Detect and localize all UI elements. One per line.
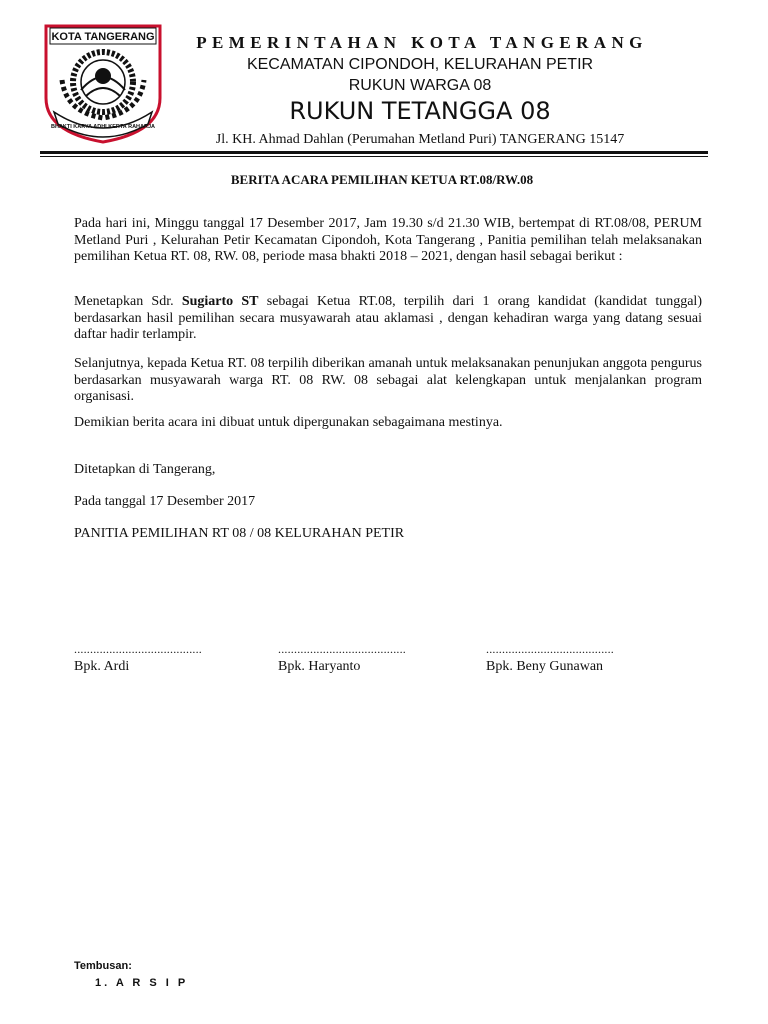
signature-line: ........................................ [278, 642, 406, 656]
signatory-name: Bpk. Beny Gunawan [486, 659, 604, 674]
date-line: Pada tanggal 17 Desember 2017 [74, 494, 256, 509]
signature-block [74, 642, 202, 675]
logo-motto-text: BHAKTI KARYA ADHI KERTA RAHARJA [51, 124, 155, 130]
elected-name: Sugiarto ST [181, 294, 259, 309]
paragraph-closing: Demikian berita acara ini dibuat untuk dipergunakan sebagaimana mestinya. [74, 415, 503, 430]
signature-block [486, 642, 614, 675]
paragraph-mandate: Selanjutnya, kepada Ketua RT. 08 terpilih diberikan amanah untuk melaksanakan penunjukan anggota pengurus berdasarkan musyawarah warga RT. 08 RW. 08 sebagai alat kelengkapan untuk menjalankan program organisasi. [74, 356, 702, 404]
signature-line: ........................................ [74, 642, 202, 656]
paragraph-opening: Pada hari ini, Minggu tanggal 17 Desember 2017, Jam 19.30 s/d 21.30 WIB, bertempat di RT.08/08, PERUM Metland Puri , Kelurahan Petir Kecamatan Cipondoh, Kota Tangerang , Panitia pemilihan telah melaksanakan pemilihan Ketua RT. 08, RW. 08, periode masa bhakti 2018 – 2021, dengan hasil sebagai berikut : [74, 216, 702, 264]
signature-line: ........................................ [486, 642, 614, 656]
letterhead-divider-thin [40, 156, 708, 157]
government-heading: PEMERINTAHAN KOTA TANGERANG [196, 33, 648, 52]
carbon-copy-item: 1. A R S I P [95, 977, 189, 989]
district-heading: KECAMATAN CIPONDOH, KELURAHAN PETIR [246, 56, 594, 73]
city-emblem-logo [40, 20, 166, 146]
committee-line: PANITIA PEMILIHAN RT 08 / 08 KELURAHAN PETIR [74, 526, 405, 541]
decision-suffix: sebagai Ketua RT.08, terpilih dari 1 orang kandidat (kandidat tunggal) berdasarkan hasil pemilihan secara musyawarah atau aklamasi , dengan kehadiran warga yang datang sesuai daftar hadir terlampir. [74, 294, 702, 342]
decision-prefix: Menetapkan Sdr. [74, 294, 182, 309]
letterhead-divider-thick [40, 151, 708, 154]
rt-heading: RUKUN TETANGGA 08 [289, 97, 551, 125]
logo-banner-text: KOTA TANGERANG [51, 31, 155, 43]
signatory-name: Bpk. Haryanto [278, 659, 361, 674]
place-line: Ditetapkan di Tangerang, [74, 462, 216, 477]
rw-heading: RUKUN WARGA 08 [348, 77, 492, 94]
signature-block [278, 642, 406, 675]
address-line: Jl. KH. Ahmad Dahlan (Perumahan Metland Puri) TANGERANG 15147 [215, 132, 625, 147]
paragraph-decision [74, 294, 702, 344]
document-title: BERITA ACARA PEMILIHAN KETUA RT.08/RW.08 [230, 172, 534, 187]
signatory-name: Bpk. Ardi [74, 659, 130, 674]
carbon-copy-label: Tembusan: [74, 960, 132, 972]
